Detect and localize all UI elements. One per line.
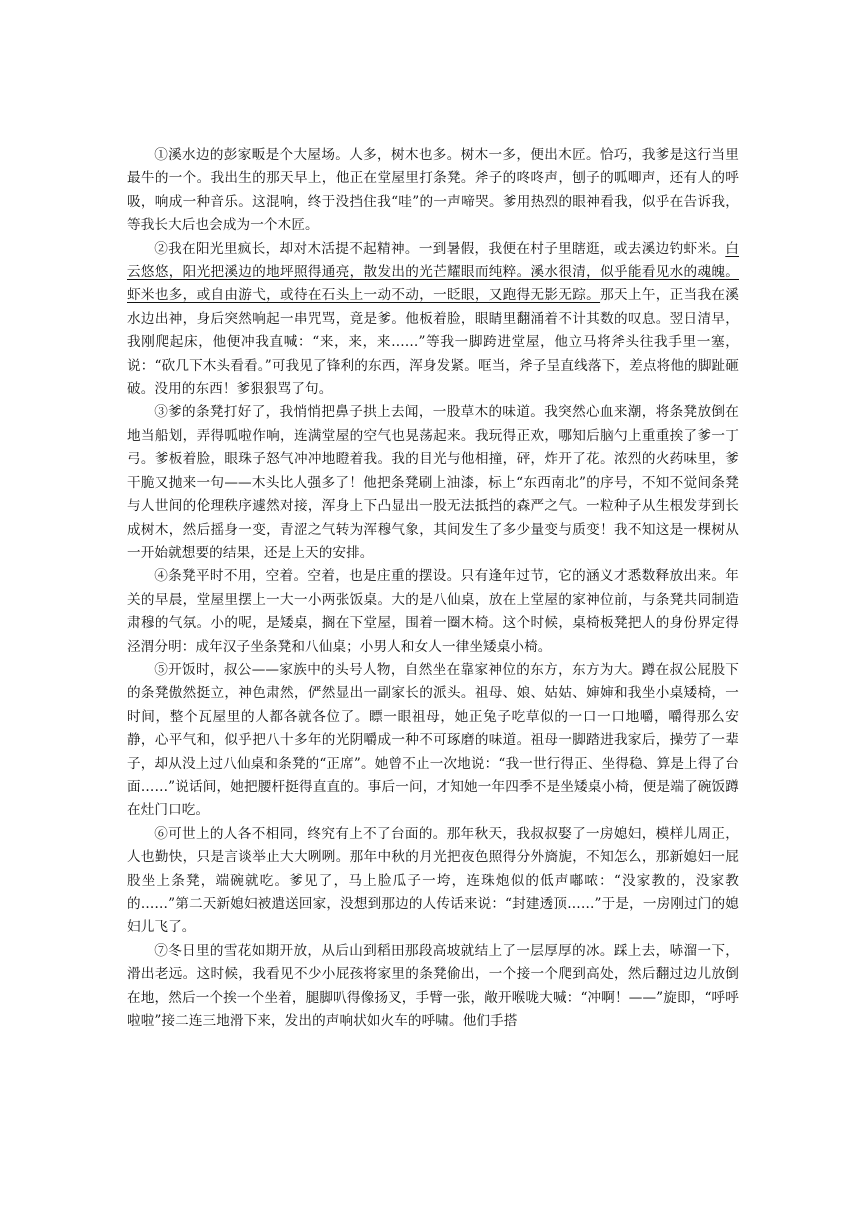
paragraph-3: ③爹的条凳打好了，我悄悄把鼻子拱上去闻，一股草木的味道。我突然心血来潮，将条凳放倒在地当船划，弄得呱啦作响，连满堂屋的空气也晃荡起来。我玩得正欢，哪知后脑勺上重重挨了爹一丁弓。爹板着脸，眼珠子怒气冲冲地瞪着我。我的目光与他相撞，砰，炸开了花。浓烈的火药味里，爹干脆又抛来一句——木头比人强多了！他把条凳刷上油漆，标上“东西南北”的序号，不知不觉间条凳与人世间的伦理秩序遽然对接，浑身上下凸显出一股无法抵挡的森严之气。一粒种子从生根发芽到长成树木，然后摇身一变，青涩之气转为浑穆气象，其间发生了多少量变与质变！我不知这是一棵树从一开始就想要的结果，还是上天的安排。	[127, 404, 739, 561]
paragraph-4: ④条凳平时不用，空着。空着，也是庄重的摆设。只有逢年过节，它的涵义才悉数释放出来。年关的早晨，堂屋里摆上一大一小两张饭桌。大的是八仙桌，放在上堂屋的家神位前，与条凳共同制造肃穆的气氛。小的呢，是矮桌，搁在下堂屋，围着一圈木椅。这个时候，桌椅板凳把人的身份界定得泾渭分明：成年汉子坐条凳和八仙桌；小男人和女人一律坐矮桌小椅。	[127, 568, 739, 655]
article-body	[127, 144, 739, 1033]
paragraph-6: ⑥可世上的人各不相同，终究有上不了台面的。那年秋天，我叔叔娶了一房媳妇，模样儿周正，人也勤快，只是言谈举止大大咧咧。那年中秋的月光把夜色照得分外旖旎，不知怎么，那新媳妇一屁股坐上条凳，端碗就吃。爹见了，马上脸瓜子一垮，连珠炮似的低声嘟哝：“没家教的，没家教的……”第二天新媳妇被遣送回家，没想到那边的人传话来说：“封建透顶……”于是，一房刚过门的媳妇儿飞了。	[127, 825, 739, 936]
paragraph-7: ⑦冬日里的雪花如期开放，从后山到稻田那段高坡就结上了一层厚厚的冰。踩上去，哧溜一下，滑出老远。这时候，我看见不少小屁孩将家里的条凳偷出，一个接一个爬到高处，然后翻过边儿放倒在地，然后一个挨一个坐着，腿脚叭得像扬叉，手臂一张，敞开喉咙大喊：“冲啊！——”旋即，“呼呼啦啦”接二连三地滑下来，发出的声响状如火车的呼啸。他们手搭	[127, 942, 739, 1030]
paragraph-5: ⑤开饭时，叔公——家族中的头号人物，自然坐在靠家神位的东方，东方为大。蹲在叔公屁股下的条凳傲然挺立，神色肃然，俨然显出一副家长的派头。祖母、娘、姑姑、婶婶和我坐小桌矮椅，一时间，整个瓦屋里的人都各就各位了。瞟一眼祖母，她正兔子吃草似的一口一口地嚼，嚼得那么安静，心平气和，似乎把八十多年的光阴嚼成一种不可琢磨的味道。祖母一脚踏进我家后，操劳了一辈子，却从没上过八仙桌和条凳的“正席”。她曾不止一次地说：“我一世行得正、坐得稳、算是上得了台面……”说话间，她把腰杆挺得直直的。事后一问，才知她一年四季不是坐矮桌小椅，便是端了碗饭蹲在灶门口吃。	[127, 661, 739, 819]
paragraph-2	[127, 238, 739, 402]
paragraph-2-intro: ②我在阳光里疯长，却对木活提不起精神。一到暑假，我便在村子里瞎逛，或去溪边钓虾米。	[154, 240, 726, 257]
paragraph-2-underlined-passage: 白云悠悠，阳光把溪边的地坪照得通亮，散发出的光芒耀眼而纯粹。溪水很清，似乎能看见水的魂魄。虾米也多，或自由游弋，或待在石头上一动不动，一眨眼，又跑得无影无踪。	[127, 240, 739, 304]
paragraph-2-rest: 那天上午，正当我在溪水边出神，身后突然响起一串咒骂，竟是爹。他板着脸，眼睛里翻涌着不计其数的叹息。翌日清早，我刚爬起床，他便冲我直喊：“来，来，来……”等我一脚跨进堂屋，他立马将斧头往我手里一塞，说：“砍几下木头看看。”可我见了锋利的东西，浑身发紧。哐当，斧子呈直线落下，差点将他的脚趾砸破。没用的东西！爹狠狠骂了句。	[127, 287, 739, 398]
paragraph-1: ①溪水边的彭家畈是个大屋场。人多，树木也多。树木一多，便出木匠。恰巧，我爹是这行当里最牛的一个。我出生的那天早上，他正在堂屋里打条凳。斧子的咚咚声，刨子的呱唧声，还有人的呼吸，响成一种音乐。这混响，终于没挡住我“哇”的一声啼哭。爹用热烈的眼神看我，似乎在告诉我，等我长大后也会成为一个木匠。	[127, 147, 739, 234]
